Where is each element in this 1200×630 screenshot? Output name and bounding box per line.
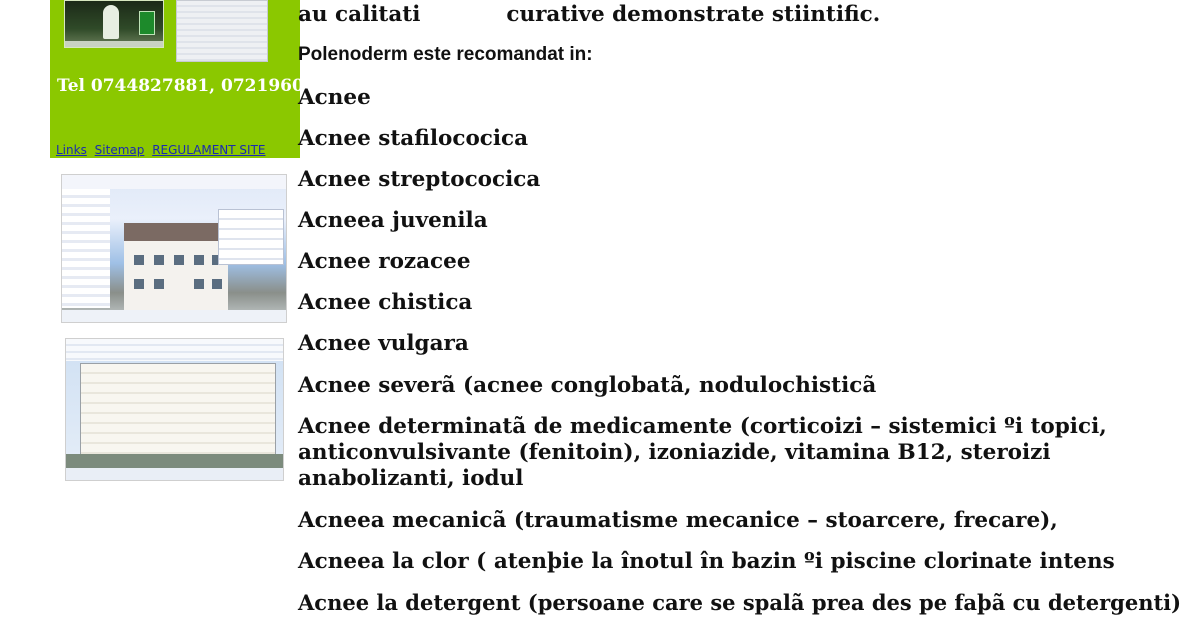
list-item: Acneea la clor ( atenþie la înotul în bazin ºi piscine clorinate intens (298, 549, 1115, 574)
regulament-site-link[interactable]: REGULAMENT SITE (152, 143, 266, 157)
list-item: Acnee rozacee (298, 249, 471, 274)
intro-line (298, 2, 880, 27)
links-link[interactable]: Links (56, 143, 87, 157)
list-item: Acnee determinatã de medicamente (corticoizi – sistemici ºi topici, anticonvulsivante (fenitoin), izoniazide, vitamina B12, steroizi anabolizanti, iodul (298, 414, 1107, 491)
screenshot-header (66, 339, 283, 361)
treatment-formula-panel (80, 363, 276, 467)
list-item: Acneea juvenila (298, 208, 488, 233)
list-item: Acnee vulgara (298, 331, 469, 356)
screenshot-footer (62, 310, 286, 322)
clinic-website-screenshot[interactable] (61, 174, 287, 323)
list-item: Acnee (298, 85, 371, 110)
screenshot-header (62, 175, 286, 189)
screenshot-footer (66, 468, 283, 480)
clinic-building-image (124, 223, 228, 313)
list-item: Acnee streptococica (298, 167, 541, 192)
list-item: Acnee severã (acnee conglobatã, nodulochisticã (298, 373, 877, 398)
footer-links (56, 143, 269, 157)
list-item: Acnee stafilococica (298, 126, 529, 151)
pharmacy-sign-icon (139, 11, 155, 35)
treatment-formula-screenshot[interactable] (65, 338, 284, 481)
certificate-thumbnail[interactable] (176, 0, 268, 62)
recommendation-heading: Polenoderm este recomandat in: (298, 44, 593, 65)
video-controls-bar[interactable] (65, 41, 163, 47)
list-item: Acnee chistica (298, 290, 473, 315)
intro-text-a: au calitati (298, 2, 421, 27)
intro-text-b: curative demonstrate stiintific. (506, 2, 881, 27)
video-thumbnail[interactable] (64, 0, 164, 48)
presenter-figure (103, 5, 119, 39)
list-item: Acneea mecanicã (traumatisme mecanice – stoarcere, frecare), (298, 508, 1058, 533)
list-item: Acnee la detergent (persoane care se spalã prea des pe faþã cu detergenti) (298, 590, 1182, 615)
sitemap-link[interactable]: Sitemap (94, 143, 145, 157)
screenshot-parking-strip (66, 454, 283, 468)
phone-numbers: Tel 0744827881, 0721960169 (57, 76, 340, 96)
screenshot-contact-form (218, 209, 284, 265)
screenshot-sidebar (62, 189, 110, 308)
